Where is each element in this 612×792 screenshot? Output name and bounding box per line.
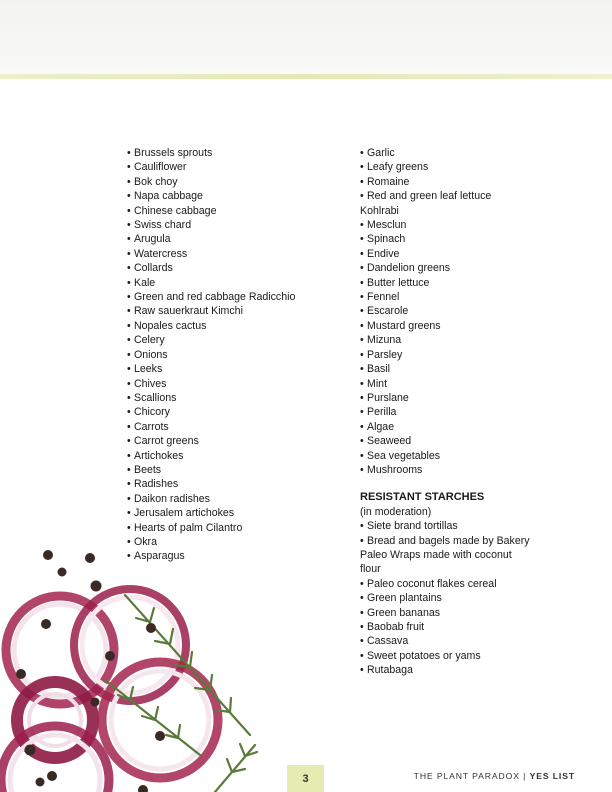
bullet-icon: •: [360, 635, 364, 648]
bullet-icon: •: [127, 291, 131, 304]
list-item-label: Napa cabbage: [134, 190, 203, 203]
bullet-icon: •: [360, 291, 364, 304]
list-item-label: Swiss chard: [134, 219, 192, 232]
bullet-icon: •: [127, 175, 131, 188]
bullet-icon: •: [127, 348, 131, 361]
list-item: [127, 218, 342, 232]
list-item-label: Watercress: [134, 247, 188, 260]
bullet-icon: •: [127, 319, 131, 332]
list-item-label: Leafy greens: [367, 161, 429, 174]
list-item-label: Raw sauerkraut Kimchi: [134, 305, 243, 318]
list-item: [360, 232, 565, 246]
list-item: [360, 218, 565, 232]
list-item: [360, 261, 565, 275]
bullet-icon: •: [360, 219, 364, 232]
list-item-label: Mesclun: [367, 219, 407, 232]
footer-title: [414, 771, 575, 781]
bullet-icon: •: [360, 406, 364, 419]
list-item-label: Artichokes: [134, 449, 184, 462]
book-title: THE PLANT PARADOX: [413, 771, 520, 781]
list-item-label: Mustard greens: [367, 319, 441, 332]
list-item: [360, 304, 565, 318]
bullet-icon: •: [127, 535, 131, 548]
list-item-label: Green and red cabbage Radicchio: [134, 291, 296, 304]
bullet-icon: •: [127, 147, 131, 159]
list-item: [360, 247, 565, 261]
bullet-icon: •: [360, 319, 364, 332]
list-item: [360, 391, 565, 405]
list-item-label: Chives: [134, 377, 167, 390]
list-item-label: Endive: [367, 247, 400, 260]
list-item: [360, 362, 565, 376]
list-item: [127, 247, 342, 261]
list-item-label: Garlic: [367, 147, 395, 159]
list-item: [127, 506, 342, 520]
list-item-label: Cauliflower: [134, 161, 187, 174]
list-item-label: Seaweed: [367, 435, 412, 448]
list-item-label: Celery: [134, 334, 165, 347]
list-item-label: Escarole: [367, 305, 409, 318]
list-item: [127, 189, 342, 203]
bullet-icon: •: [360, 276, 364, 289]
bullet-icon: •: [127, 204, 131, 217]
bullet-icon: •: [360, 435, 364, 448]
list-item-label: flour: [360, 563, 381, 576]
bullet-icon: •: [360, 233, 364, 246]
bullet-icon: •: [127, 190, 131, 203]
bullet-icon: •: [360, 420, 364, 433]
list-item-label: Spinach: [367, 233, 406, 246]
bullet-icon: •: [360, 520, 364, 533]
list-item: [360, 276, 565, 290]
list-item-label: Leeks: [134, 363, 163, 376]
list-item: [360, 189, 565, 203]
bullet-icon: •: [127, 507, 131, 520]
list-item-label: Nopales cactus: [134, 319, 207, 332]
list-item-label: Beets: [134, 463, 162, 476]
bullet-icon: •: [127, 449, 131, 462]
bullet-icon: •: [360, 534, 364, 547]
list-item: [127, 521, 342, 535]
onion-rings: [1, 589, 218, 792]
bullet-icon: •: [127, 420, 131, 433]
list-item: [360, 377, 565, 391]
bullet-icon: •: [360, 621, 364, 633]
list-item-label: Hearts of palm Cilantro: [134, 521, 243, 534]
list-item: [360, 562, 565, 576]
list-item-label: Butter lettuce: [367, 276, 430, 289]
bullet-icon: •: [360, 161, 364, 174]
list-item-label: Brussels sprouts: [134, 147, 213, 159]
list-item-label: Okra: [134, 535, 157, 548]
list-item-label: Carrot greens: [134, 435, 199, 448]
list-item: [360, 577, 565, 591]
list-item-label: Radishes: [134, 478, 179, 491]
list-item-label: Bok choy: [134, 175, 178, 188]
list-item-label: Kohlrabi: [360, 204, 399, 217]
list-item: [360, 634, 565, 648]
onion-rosemary-illustration: [0, 540, 300, 792]
list-item-label: Scallions: [134, 391, 177, 404]
list-item: [360, 534, 565, 548]
list-item-label: Siete brand tortillas: [367, 520, 458, 533]
list-item: [127, 463, 342, 477]
list-item: [360, 405, 565, 419]
section-subheading: (in moderation): [360, 505, 432, 518]
list-item-label: Daikon radishes: [134, 492, 210, 505]
list-item-label: Perilla: [367, 406, 397, 419]
list-item: [360, 319, 565, 333]
list-item: [127, 146, 342, 160]
list-item-label: Cassava: [367, 635, 409, 648]
list-item-label: Dandelion greens: [367, 262, 451, 275]
left-food-list: [127, 146, 342, 564]
list-item: [127, 261, 342, 275]
list-item-label: Mizuna: [367, 334, 402, 347]
list-item: [360, 591, 565, 605]
list-item: [360, 204, 565, 218]
list-item: [360, 606, 565, 620]
bullet-icon: •: [127, 233, 131, 246]
bullet-icon: •: [360, 606, 364, 619]
list-item-label: Green plantains: [367, 592, 442, 605]
list-item: [360, 463, 565, 477]
list-item: [127, 477, 342, 491]
list-item: [360, 333, 565, 347]
list-item: [127, 391, 342, 405]
bullet-icon: •: [127, 435, 131, 448]
list-item: [360, 290, 565, 304]
list-item-label: Chicory: [134, 406, 170, 419]
list-item: [360, 649, 565, 663]
list-item: [360, 420, 565, 434]
bullet-icon: •: [127, 161, 131, 174]
bullet-icon: •: [127, 377, 131, 390]
resistant-starch-list: [360, 519, 565, 677]
bullet-icon: •: [127, 550, 131, 563]
list-item-label: Sweet potatoes or yams: [367, 649, 481, 662]
bullet-icon: •: [360, 377, 364, 390]
list-item-label: Mushrooms: [367, 463, 423, 476]
bullet-icon: •: [127, 247, 131, 260]
list-item-label: Onions: [134, 348, 168, 361]
list-item-label: Paleo coconut flakes cereal: [367, 577, 497, 590]
list-item: [127, 449, 342, 463]
bullet-icon: •: [360, 592, 364, 605]
list-item: [127, 175, 342, 189]
bullet-icon: •: [127, 463, 131, 476]
list-item-label: Collards: [134, 262, 173, 275]
bullet-icon: •: [360, 175, 364, 188]
header-texture-band: [0, 0, 612, 78]
bullet-icon: •: [127, 276, 131, 289]
list-item: [127, 333, 342, 347]
bullet-icon: •: [360, 247, 364, 260]
list-item: [360, 434, 565, 448]
list-item-label: Sea vegetables: [367, 449, 441, 462]
list-item: [360, 620, 565, 634]
list-item: [360, 175, 565, 189]
section-heading: RESISTANT STARCHES: [360, 491, 485, 504]
list-item: [127, 204, 342, 218]
right-food-column: [360, 146, 565, 678]
list-item-label: Arugula: [134, 233, 171, 246]
bullet-icon: •: [360, 348, 364, 361]
bullet-icon: •: [360, 664, 364, 677]
bullet-icon: •: [360, 334, 364, 347]
page-number: 3: [287, 765, 324, 792]
bullet-icon: •: [360, 463, 364, 476]
list-item: [127, 362, 342, 376]
list-item: [127, 405, 342, 419]
list-item: [360, 146, 565, 160]
list-item: [360, 548, 565, 562]
bullet-icon: •: [360, 147, 364, 159]
bullet-icon: •: [360, 305, 364, 318]
list-item-label: Jerusalem artichokes: [134, 507, 235, 520]
list-item: [127, 348, 342, 362]
list-item-label: Basil: [367, 363, 390, 376]
list-item-label: Kale: [134, 276, 156, 289]
list-item-label: Purslane: [367, 391, 409, 404]
list-item: [127, 377, 342, 391]
list-item: [127, 290, 342, 304]
list-item: [127, 276, 342, 290]
list-item: [360, 449, 565, 463]
list-item: [127, 304, 342, 318]
list-item-label: Chinese cabbage: [134, 204, 217, 217]
bullet-icon: •: [127, 521, 131, 534]
list-item: [360, 160, 565, 174]
bullet-icon: •: [360, 190, 364, 203]
list-item-label: Algae: [367, 420, 395, 433]
list-item-label: Romaine: [367, 175, 410, 188]
list-item-label: Baobab fruit: [367, 621, 425, 633]
bullet-icon: •: [127, 219, 131, 232]
list-item: [360, 348, 565, 362]
list-item-label: Carrots: [134, 420, 169, 433]
header-accent-rule: [0, 74, 612, 79]
list-item-label: Asparagus: [134, 550, 185, 563]
list-item: [127, 492, 342, 506]
list-item: [360, 663, 565, 677]
list-item-label: Green bananas: [367, 606, 441, 619]
list-item: [127, 319, 342, 333]
bullet-icon: •: [360, 649, 364, 662]
bullet-icon: •: [127, 262, 131, 275]
bullet-icon: •: [360, 363, 364, 376]
bullet-icon: •: [127, 305, 131, 318]
right-food-list: [360, 146, 565, 477]
bullet-icon: •: [127, 406, 131, 419]
bullet-icon: •: [127, 492, 131, 505]
list-item-label: Rutabaga: [367, 664, 413, 677]
bullet-icon: •: [360, 577, 364, 590]
list-item: [127, 160, 342, 174]
bullet-icon: •: [127, 363, 131, 376]
list-item: [127, 420, 342, 434]
list-item-label: Mint: [367, 377, 388, 390]
bullet-icon: •: [360, 449, 364, 462]
list-item: [360, 519, 565, 533]
list-item-label: Bread and bagels made by Bakery: [367, 534, 530, 547]
list-item: [127, 232, 342, 246]
title-separator: |: [519, 771, 530, 781]
list-title: YES LIST: [529, 771, 575, 781]
list-item-label: Parsley: [367, 348, 403, 361]
bullet-icon: •: [127, 334, 131, 347]
bullet-icon: •: [360, 391, 364, 404]
bullet-icon: •: [360, 262, 364, 275]
list-item-label: Fennel: [367, 291, 400, 304]
list-item-label: Red and green leaf lettuce: [367, 190, 492, 203]
list-item-label: Paleo Wraps made with coconut: [360, 548, 512, 561]
bullet-icon: •: [127, 478, 131, 491]
bullet-icon: •: [127, 391, 131, 404]
list-item: [127, 434, 342, 448]
